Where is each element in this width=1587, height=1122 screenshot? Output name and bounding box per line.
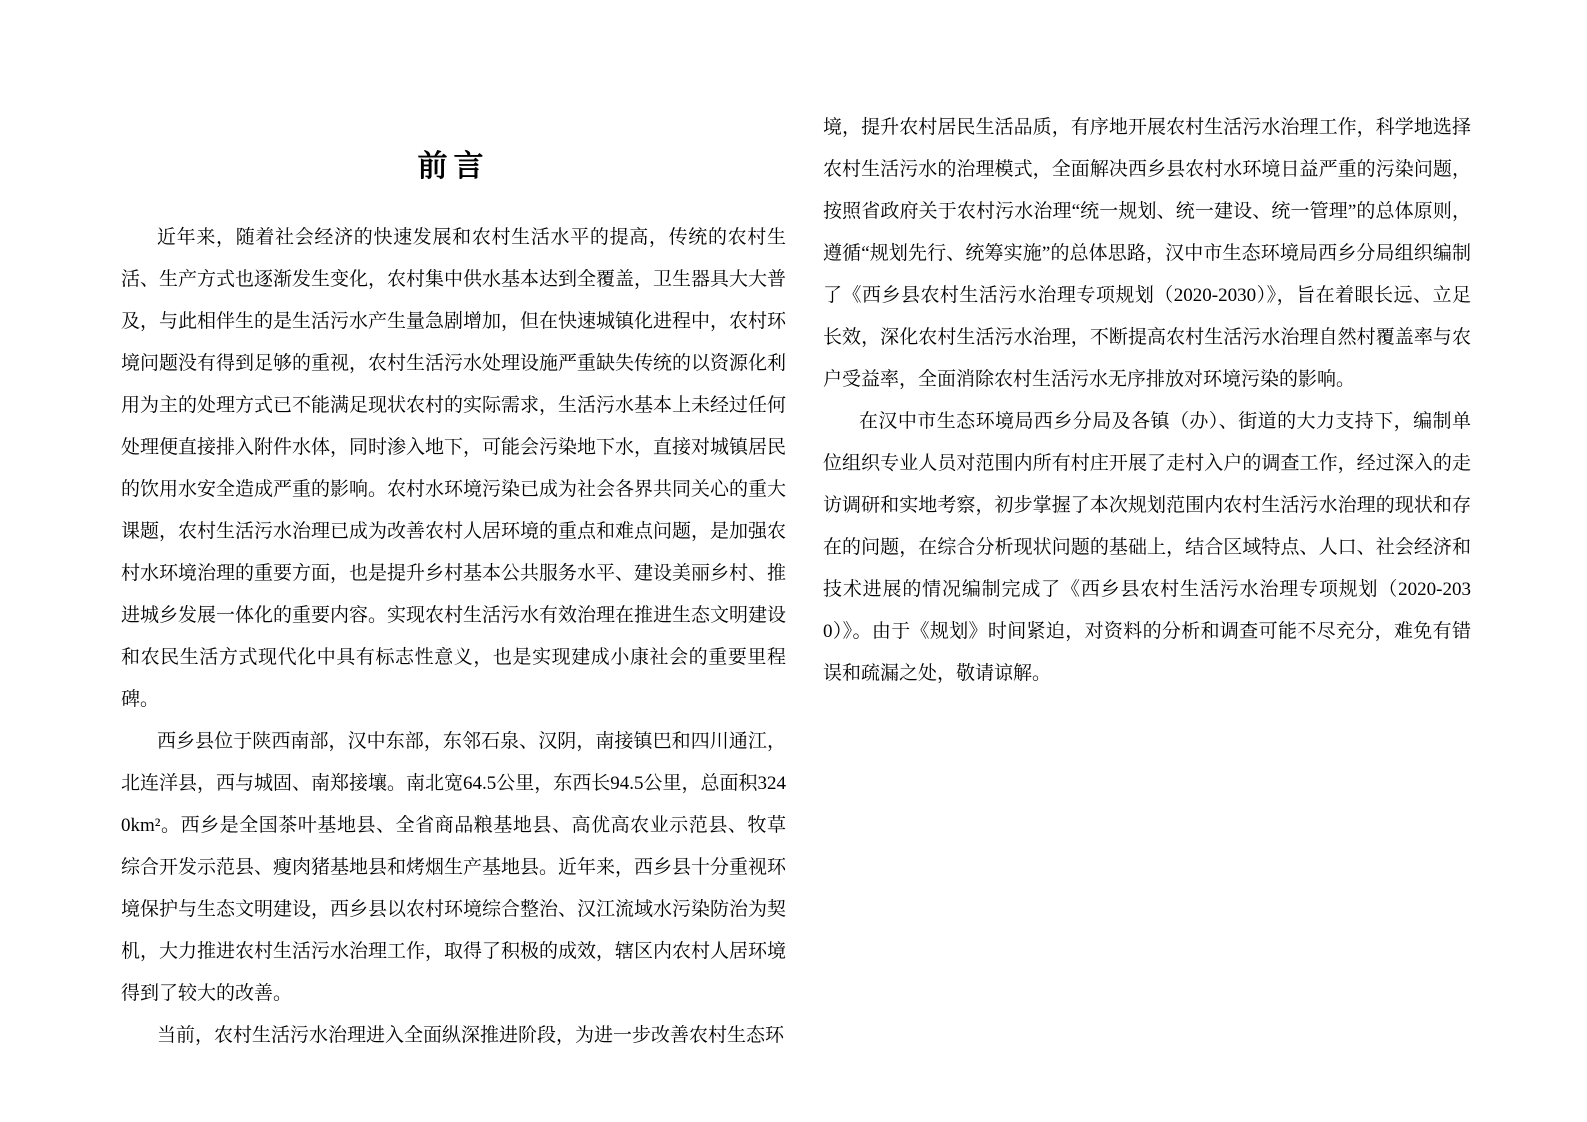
paragraph-current-stage-continued: 境，提升农村居民生活品质，有序地开展农村生活污水治理工作，科学地选择农村生活污水的治理模式，全面解决西乡县农村水环境日益严重的污染问题，按照省政府关于农村污水治理“统一规划、统一建设、统一管理”的总体原则，遵循“规划先行、统筹实施”的总体思路，汉中市生态环境局西乡分局组织编制了《西乡县农村生活污水治理专项规划（2020-2030）》，旨在着眼长远、立足长效，深化农村生活污水治理，不断提高农村生活污水治理自然村覆盖率与农户受益率，全面消除农村生活污水无序排放对环境污染的影响。 xyxy=(823,117,1471,390)
paragraph-county-overview: 西乡县位于陕西南部，汉中东部，东邻石泉、汉阴，南接镇巴和四川通江，北连洋县，西与城固、南郑接壤。南北宽64.5公里，东西长94.5公里，总面积3240km²。西乡是全国茶叶基地县、全省商品粮基地县、高优高农业示范县、牧草综合开发示范县、瘦肉猪基地县和烤烟生产基地县。近年来，西乡县十分重视环境保护与生态文明建设，西乡县以农村环境综合整治、汉江流域水污染防治为契机，大力推进农村生活污水治理工作，取得了积极的成效，辖区内农村人居环境得到了较大的改善。 xyxy=(121,731,787,1004)
page-left-column xyxy=(121,0,786,1057)
paragraph-intro: 近年来，随着社会经济的快速发展和农村生活水平的提高，传统的农村生活、生产方式也逐渐发生变化，农村集中供水基本达到全覆盖，卫生器具大大普及，与此相伴生的是生活污水产生量急剧增加，但在快速城镇化进程中，农村环境问题没有得到足够的重视，农村生活污水处理设施严重缺失传统的以资源化利用为主的处理方式已不能满足现状农村的实际需求，生活污水基本上未经过任何处理便直接排入附件水体，同时渗入地下，可能会污染地下水，直接对城镇居民的饮用水安全造成严重的影响。农村水环境污染已成为社会各界共同关心的重大课题，农村生活污水治理已成为改善农村人居环境的重点和难点问题，是加强农村水环境治理的重要方面，也是提升乡村基本公共服务水平、建设美丽乡村、推进城乡发展一体化的重要内容。实现农村生活污水有效治理在推进生态文明建设和农民生活方式现代化中具有标志性意义，也是实现建成小康社会的重要里程碑。 xyxy=(121,227,787,710)
paragraph-current-stage-start: 当前，农村生活污水治理进入全面纵深推进阶段，为进一步改善农村生态环 xyxy=(157,1025,785,1046)
paragraph-acknowledgement: 在汉中市生态环境局西乡分局及各镇（办）、街道的大力支持下，编制单位组织专业人员对范围内所有村庄开展了走村入户的调查工作，经过深入的走访调研和实地考察，初步掌握了本次规划范围内农村生活污水治理的现状和存在的问题，在综合分析现状问题的基础上，结合区域特点、人口、社会经济和技术进展的情况编制完成了《西乡县农村生活污水治理专项规划（2020-2030）》。由于《规划》时间紧迫，对资料的分析和调查可能不尽充分，难免有错误和疏漏之处，敬请谅解。 xyxy=(823,411,1471,684)
page-right-column xyxy=(823,0,1471,695)
preface-title: 前言 xyxy=(417,150,490,183)
